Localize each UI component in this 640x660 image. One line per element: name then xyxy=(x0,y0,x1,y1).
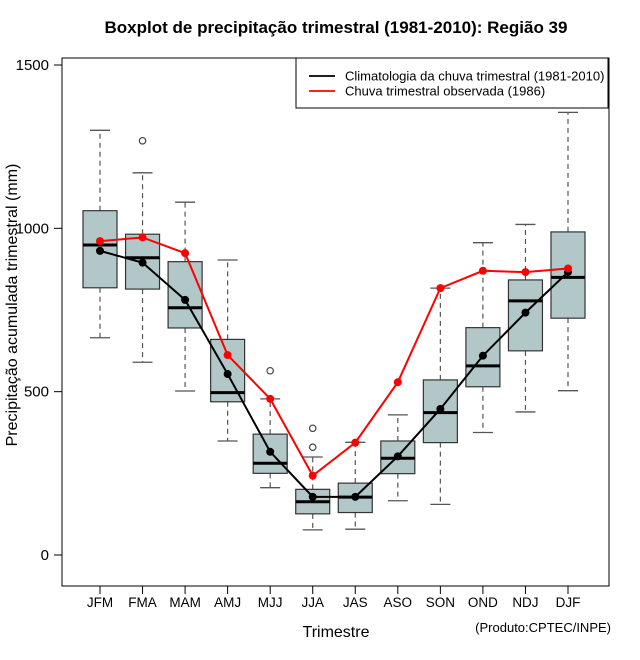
legend-label-observed: Chuva trimestral observada (1986) xyxy=(345,83,546,99)
series-point-climatology xyxy=(266,448,274,456)
series-point-observed xyxy=(224,351,232,359)
boxplot-AMJ xyxy=(211,260,245,441)
series-point-climatology xyxy=(309,493,317,501)
boxplot-FMA xyxy=(126,138,160,363)
series-point-observed xyxy=(351,439,359,447)
series-point-climatology xyxy=(351,493,359,501)
y-tick-label: 0 xyxy=(40,547,49,564)
series-point-climatology xyxy=(96,247,104,255)
x-tick-label: JAS xyxy=(342,595,368,610)
series-point-climatology xyxy=(394,452,402,460)
x-tick-label: NDJ xyxy=(512,595,539,610)
series-point-climatology xyxy=(521,309,529,317)
series-point-observed xyxy=(266,395,274,403)
y-axis-title: Precipitação acumulada trimestral (mm) xyxy=(4,163,21,447)
boxplot-DJF xyxy=(551,112,585,390)
series-point-observed xyxy=(564,265,572,273)
outlier-point xyxy=(310,444,316,450)
series-point-observed xyxy=(521,268,529,276)
outlier-point xyxy=(139,138,145,144)
series-point-climatology xyxy=(224,370,232,378)
series-point-observed xyxy=(309,472,317,480)
series-point-climatology xyxy=(181,296,189,304)
x-tick-label: MAM xyxy=(169,595,201,610)
y-tick-label: 500 xyxy=(23,383,49,401)
footer-credit: (Produto:CPTEC/INPE) xyxy=(475,620,611,635)
x-tick-label: AMJ xyxy=(214,595,242,610)
series-point-climatology xyxy=(479,352,487,360)
series-point-observed xyxy=(181,249,189,257)
boxplot-NDJ xyxy=(508,224,542,412)
x-tick-label: MJJ xyxy=(257,595,283,610)
outlier-point xyxy=(310,425,316,431)
y-tick-label: 1000 xyxy=(15,220,49,238)
x-tick-label: JJA xyxy=(301,595,324,610)
legend-label-climatology: Climatologia da chuva trimestral (1981-2010) xyxy=(345,68,605,84)
x-tick-label: FMA xyxy=(128,595,157,610)
series-point-climatology xyxy=(139,259,147,267)
outlier-point xyxy=(267,368,273,374)
chart-title: Boxplot de precipitação trimestral (1981-2010): Região 39 xyxy=(104,18,568,37)
series-point-observed xyxy=(436,284,444,292)
x-tick-label: SON xyxy=(425,595,455,610)
x-tick-label: ASO xyxy=(383,595,413,610)
x-tick-label: JFM xyxy=(86,595,114,610)
series-point-observed xyxy=(394,378,402,386)
series-point-observed xyxy=(479,267,487,275)
x-tick-label: OND xyxy=(467,595,498,610)
boxplot-SON xyxy=(423,288,457,504)
series-point-observed xyxy=(139,233,147,241)
series-point-observed xyxy=(96,237,104,245)
y-tick-label: 1500 xyxy=(15,57,49,74)
iqr-box xyxy=(168,262,202,328)
x-tick-label: DJF xyxy=(555,595,581,610)
x-axis-title: Trimestre xyxy=(302,624,370,641)
legend xyxy=(296,58,608,108)
series-point-climatology xyxy=(436,405,444,413)
boxplot-JFM xyxy=(83,130,117,337)
plot-area xyxy=(16,57,609,610)
